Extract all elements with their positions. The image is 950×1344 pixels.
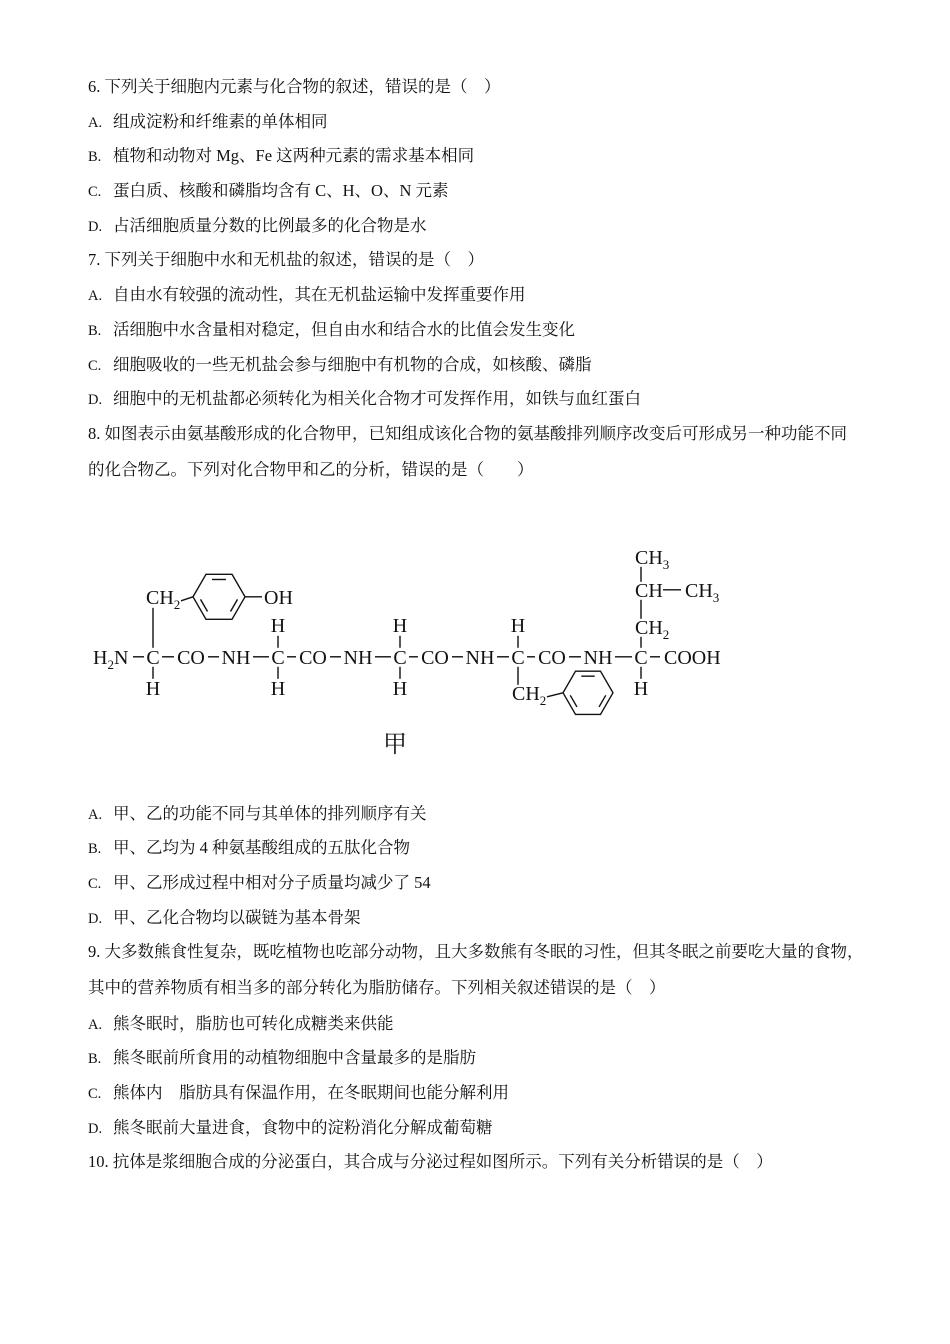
option-c [88,174,878,209]
hydrogen-above: H [510,614,526,637]
carbonyl: CO [538,646,566,669]
option-text: 甲、乙形成过程中相对分子质量均减少了 54 [113,872,431,892]
ring-outline [563,671,613,714]
option-label: A. [88,1016,103,1033]
question-9 [88,935,878,1145]
option-text: 熊体内 脂肪具有保温作用，在冬眠期间也能分解利用 [113,1082,509,1102]
peptide-figure [88,488,878,797]
option-label: D. [88,1120,103,1137]
side-chain-ch2: $CH_2$ [635,616,670,642]
bond [181,597,193,601]
option-text: 熊冬眠时，脂肪也可转化成糖类来供能 [113,1013,394,1033]
option-text: 占活细胞质量分数的比例最多的化合物是水 [113,215,427,235]
side-chain-ch2: $CH_2$ [146,586,181,612]
option-label: C. [88,1085,102,1102]
figure-caption: 甲 [383,729,407,758]
question-list [88,70,878,1180]
double-bond [599,695,606,707]
residue-5 [634,547,720,700]
branch-ch: CH [635,579,663,602]
option-label: B. [88,322,102,339]
carbonyl: CO [421,646,449,669]
double-bond [231,599,238,611]
option-label: B. [88,149,102,166]
alpha-carbon: C [511,646,525,669]
question-10 [88,1145,878,1180]
option-c [88,1076,878,1111]
option-b [88,1041,878,1076]
option-label: A. [88,806,103,823]
amide-nh: NH [221,646,251,669]
option-d [88,382,878,417]
amide-nh: NH [343,646,373,669]
option-text: 细胞中的无机盐都必须转化为相关化合物才可发挥作用，如铁与血红蛋白 [113,389,641,409]
double-bond [570,695,577,707]
option-text: 熊冬眠前所食用的动植物细胞中含量最多的是脂肪 [113,1048,476,1068]
main-chain [93,647,721,672]
top-methyl: $CH_3$ [635,546,670,572]
amide-nh: NH [465,646,495,669]
hydrogen-below: H [392,677,408,700]
question-stem: 6. 下列关于细胞内元素与化合物的叙述，错误的是（ ） [88,77,501,96]
alpha-carbon: C [634,646,648,669]
option-label: D. [88,218,103,235]
option-a [88,278,878,313]
option-label: C. [88,357,102,374]
option-label: D. [88,392,103,409]
amide-nh: NH [583,646,613,669]
option-d [88,209,878,244]
question-stem-continued: 其中的营养物质有相当多的部分转化为脂肪储存。下列相关叙述错误的是（ ） [88,978,666,997]
question-stem: 9. 大多数熊食性复杂，既吃植物也吃部分动物，且大多数熊有冬眠的习性，但其冬眠之前要吃大量的食物， [88,942,864,962]
double-bond [201,599,208,611]
hydrogen-above: H [392,614,408,637]
carbonyl: CO [177,646,205,669]
option-c [88,348,878,383]
option-a [88,797,878,832]
question-8 [88,417,878,935]
option-text: 组成淀粉和纤维素的单体相同 [113,111,328,131]
option-text: 甲、乙的功能不同与其单体的排列顺序有关 [113,803,427,823]
question-7 [88,243,878,416]
option-label: B. [88,1051,102,1068]
option-text: 甲、乙化合物均以碳链为基本骨架 [113,907,361,927]
alpha-carbon: C [271,646,285,669]
benzene-ring [193,574,245,619]
option-label: A. [88,114,103,131]
option-label: B. [88,841,102,858]
alpha-carbon: C [146,646,160,669]
question-stem: 10. 抗体是浆细胞合成的分泌蛋白，其合成与分泌过程如图所示。下列有关分析错误的是（ ） [88,1152,773,1172]
option-text: 蛋白质、核酸和磷脂均含有 C、H、O、N 元素 [113,181,449,201]
hydrogen-below: H [633,677,649,700]
hydrogen-below: H [145,677,161,700]
branch-methyl: $CH_3$ [685,579,720,605]
option-a [88,1007,878,1042]
c-terminus: COOH [664,646,721,669]
bond [547,693,563,697]
benzene-ring [563,671,613,714]
option-label: C. [88,875,102,892]
option-d [88,901,878,936]
hydrogen-above: H [270,614,286,637]
option-text: 自由水有较强的流动性，其在无机盐运输中发挥重要作用 [113,285,526,305]
option-label: C. [88,184,102,201]
option-d [88,1111,878,1146]
option-text: 熊冬眠前大量进食，食物中的淀粉消化分解成葡萄糖 [113,1117,493,1137]
option-b [88,831,878,866]
option-label: A. [88,288,103,305]
question-stem: 7. 下列关于细胞中水和无机盐的叙述，错误的是（ ） [88,250,484,270]
carbonyl: CO [299,646,327,669]
option-text: 甲、乙均为 4 种氨基酸组成的五肽化合物 [113,838,410,858]
option-label: D. [88,910,103,927]
question-6 [88,70,878,243]
option-c [88,866,878,901]
hydroxyl-group: OH [264,586,293,609]
option-text: 活细胞中水含量相对稳定，但自由水和结合水的比值会发生变化 [113,319,575,339]
hydrogen-below: H [270,677,286,700]
option-text: 细胞吸收的一些无机盐会参与细胞中有机物的合成，如核酸、磷脂 [113,354,592,374]
option-b [88,139,878,174]
option-text: 植物和动物对 Mg、Fe 这两种元素的需求基本相同 [113,146,475,166]
option-b [88,313,878,348]
peptide-structure-diagram [88,488,878,797]
alpha-carbon: C [393,646,407,669]
n-terminus: $H_2N$ [93,646,129,672]
ring-outline [193,574,245,619]
question-stem: 8. 如图表示由氨基酸形成的化合物甲，已知组成该化合物的氨基酸排列顺序改变后可形成另一种功能不同 [88,423,847,443]
option-a [88,105,878,140]
side-chain-ch2: $CH_2$ [512,682,547,708]
question-stem-continued: 的化合物乙。下列对化合物甲和乙的分析，错误的是（ ） [88,459,534,479]
